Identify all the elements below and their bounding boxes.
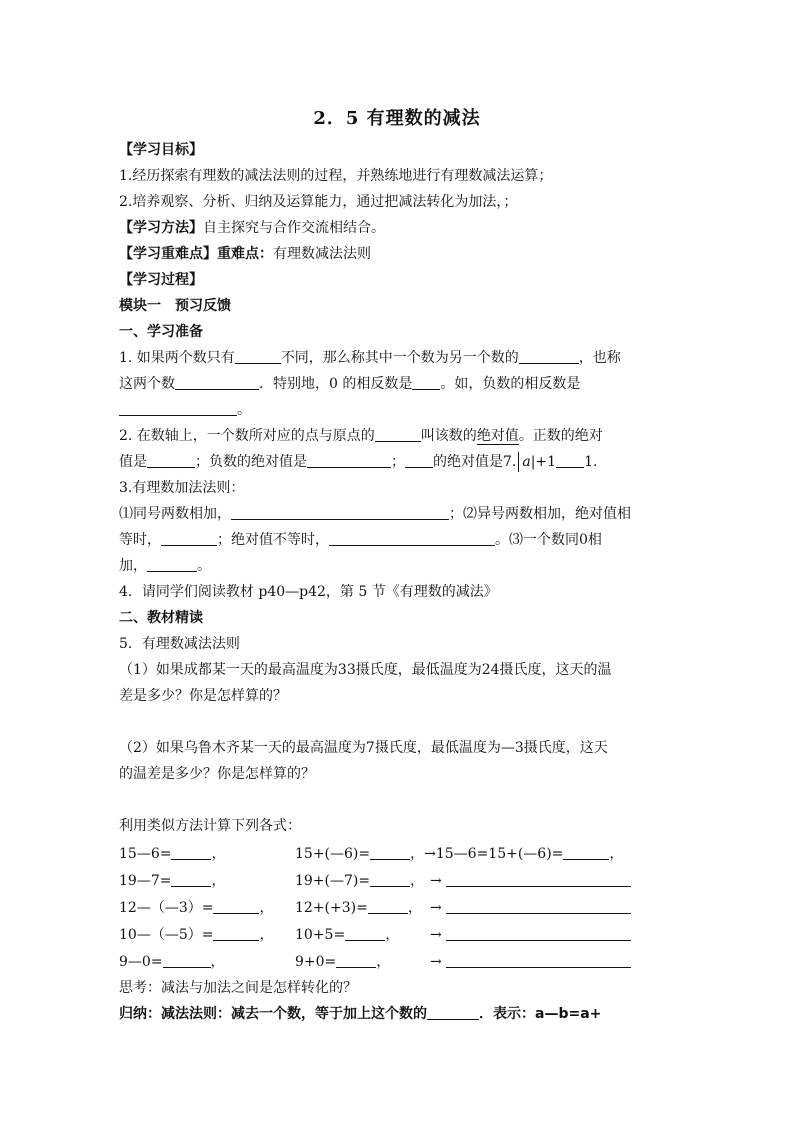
arrow-icon: → bbox=[430, 900, 442, 916]
problem1-line2: 差是多少？你是怎样算的？ bbox=[119, 688, 287, 704]
q1-line2 bbox=[119, 374, 580, 394]
calc-row: 9—0= ， 9+0= ， → bbox=[119, 952, 679, 972]
q3-blank-3[interactable] bbox=[329, 531, 495, 546]
q2-abs-a: a bbox=[518, 452, 530, 472]
calc-sub-expr: 15—6= bbox=[119, 846, 172, 862]
q1-text-d: 这两个数 bbox=[119, 376, 175, 392]
calc-blank[interactable] bbox=[368, 899, 408, 914]
q2-blank-4[interactable] bbox=[405, 453, 433, 468]
q3-line3 bbox=[119, 556, 211, 576]
q1-blank-2[interactable] bbox=[519, 349, 579, 364]
summary-line bbox=[119, 1004, 601, 1024]
q1-blank-1[interactable] bbox=[235, 349, 281, 364]
calc-sub-expr: 10—（—5）= bbox=[119, 927, 214, 943]
calc-blank[interactable] bbox=[563, 845, 609, 860]
q2-blank-1[interactable] bbox=[375, 427, 421, 442]
calc-row: 10—（—5）= ， 10+5= ， → bbox=[119, 925, 679, 945]
method-label: 【学习方法】 bbox=[119, 220, 203, 236]
q1-text-g: 。 bbox=[237, 402, 251, 418]
q3-text-c: 等时， bbox=[119, 532, 161, 548]
prep-heading: 一、学习准备 bbox=[119, 324, 203, 340]
arrow-icon: → bbox=[430, 873, 442, 889]
q1-text-e: ．特别地，0 的相反数是 bbox=[259, 376, 413, 392]
q2-text-f: ；负数的绝对值是 bbox=[195, 454, 307, 470]
calc-conversion-blank[interactable] bbox=[446, 926, 631, 941]
q2-text-b: 叫该数的 bbox=[420, 428, 477, 444]
q2-text-e: 值是 bbox=[119, 454, 147, 470]
q1-blank-4[interactable] bbox=[412, 375, 440, 390]
calc-add-expr: 9+0= bbox=[295, 954, 337, 970]
calc-add-expr: 19+(—7)= bbox=[295, 873, 371, 889]
problem2-line1: （2）如果乌鲁木齐某一天的最高温度为7摄氏度，最低温度为—3摄氏度，这天 bbox=[119, 740, 608, 756]
objective-1: 1.经历探索有理数的减法法则的过程，并熟练地进行有理数减法运算； bbox=[119, 168, 553, 184]
q5-line: 5．有理数减法法则 bbox=[119, 636, 240, 652]
problem1-line1: （1）如果成都某一天的最高温度为33摄氏度，最低温度为24摄氏度，这天的温 bbox=[119, 662, 612, 678]
calc-blank[interactable] bbox=[213, 926, 259, 941]
q1-line1 bbox=[119, 348, 621, 368]
q3-text-a: ⑴同号两数相加， bbox=[119, 506, 231, 522]
calc-blank[interactable] bbox=[370, 872, 410, 887]
calc-blank[interactable] bbox=[163, 953, 211, 968]
summary-blank[interactable] bbox=[427, 1005, 479, 1020]
calc-blank[interactable] bbox=[370, 845, 410, 860]
q2-text-g: ； bbox=[391, 454, 405, 470]
summary-text-a: 归纳：减法法则：减去一个数，等于加上这个数的 bbox=[119, 1006, 427, 1022]
q1-blank-5[interactable] bbox=[119, 401, 237, 416]
calc-conversion-blank[interactable] bbox=[446, 953, 631, 968]
calc-blank[interactable] bbox=[171, 872, 211, 887]
method-line bbox=[119, 218, 385, 238]
think-line: 思考：减法与加法之间是怎样转化的？ bbox=[119, 980, 357, 996]
method-text: 自主探究与合作交流相结合。 bbox=[203, 220, 385, 236]
module1-heading: 模块一 预习反馈 bbox=[119, 298, 231, 314]
calc-add-expr: 12+(+3)= bbox=[295, 900, 368, 916]
q1-text-b: 不同，那么称其中一个数为另一个数的 bbox=[280, 350, 519, 366]
objectives-heading: 【学习目标】 bbox=[119, 142, 203, 158]
q2-line1 bbox=[119, 426, 603, 446]
calc-blank[interactable] bbox=[345, 926, 385, 941]
q3-blank-1[interactable] bbox=[231, 505, 449, 520]
q4-line: 4．请同学们阅读教材 p40—p42，第 5 节《有理数的减法》 bbox=[119, 584, 498, 600]
q2-blank-2[interactable] bbox=[147, 453, 195, 468]
q1-blank-3[interactable] bbox=[175, 375, 259, 390]
calc-conversion-blank[interactable] bbox=[446, 872, 631, 887]
q3-text-d: ；绝对值不等时， bbox=[217, 532, 329, 548]
q2-text-a: 2. 在数轴上，一个数所对应的点与原点的 bbox=[119, 428, 375, 444]
q3-line2 bbox=[119, 530, 602, 550]
calc-sub-expr: 19—7= bbox=[119, 873, 172, 889]
q2-text-k: 1. bbox=[584, 454, 598, 470]
calc-blank[interactable] bbox=[213, 899, 259, 914]
q1-text-a: 1. 如果两个数只有 bbox=[119, 350, 235, 366]
keypoint-label2: 重难点： bbox=[217, 246, 273, 262]
keypoint-label: 【学习重难点】 bbox=[119, 246, 217, 262]
q2-text-h: 的绝对值是7. bbox=[433, 454, 517, 470]
page-title: 2．5 有理数的减法 bbox=[313, 108, 481, 129]
reading-heading: 二、教材精读 bbox=[119, 610, 203, 626]
q3-blank-2[interactable] bbox=[161, 531, 217, 546]
q2-text-j: |+1 bbox=[530, 454, 557, 470]
calc-intro: 利用类似方法计算下列各式： bbox=[119, 818, 301, 834]
q3-text-f: 加， bbox=[119, 558, 147, 574]
calc-blank[interactable] bbox=[171, 845, 211, 860]
keypoint-line bbox=[119, 244, 371, 264]
q3-text-g: 。 bbox=[197, 558, 211, 574]
calc-sub-expr: 9—0= bbox=[119, 954, 163, 970]
objective-2: 2.培养观察、分析、归纳及运算能力，通过把减法转化为加法，； bbox=[119, 194, 518, 210]
q2-blank-3[interactable] bbox=[307, 453, 391, 468]
arrow-icon: → bbox=[424, 846, 436, 862]
q2-blank-5[interactable] bbox=[556, 453, 584, 468]
q3-text-b: ；⑵异号两数相加，绝对值相 bbox=[449, 506, 631, 522]
q3-text-e: 。⑶一个数同0相 bbox=[495, 532, 602, 548]
calc-row: 15—6= ， 15+(—6)= ，→15—6=15+(—6)= ， bbox=[119, 846, 624, 862]
q3-heading: 3.有理数加法法则： bbox=[119, 480, 245, 496]
calc-row: 12—（—3）= ， 12+(+3)= ， → bbox=[119, 898, 679, 918]
problem2-line2: 的温差是多少？你是怎样算的？ bbox=[119, 766, 315, 782]
arrow-icon: → bbox=[430, 954, 442, 970]
q3-blank-4[interactable] bbox=[147, 557, 197, 572]
calc-add-expr: 10+5= bbox=[295, 927, 346, 943]
process-heading: 【学习过程】 bbox=[119, 272, 203, 288]
calc-row: 19—7= ， 19+(—7)= ， → bbox=[119, 871, 679, 891]
q2-text-d: 。正数的绝对 bbox=[518, 428, 603, 444]
calc-add-expr: 15+(—6)= bbox=[295, 846, 371, 862]
q1-text-c: ，也称 bbox=[578, 350, 621, 366]
calc-sub-expr: 12—（—3）= bbox=[119, 900, 214, 916]
calc-conversion-blank[interactable] bbox=[446, 899, 631, 914]
q2-text-abs-value: 绝对值 bbox=[476, 428, 519, 444]
calc-conversion-expr: 15—6=15+(—6)= bbox=[435, 846, 564, 862]
q1-text-f: 。如，负数的相反数是 bbox=[440, 376, 581, 392]
calc-blank[interactable] bbox=[336, 953, 376, 968]
q3-line1 bbox=[119, 504, 631, 524]
keypoint-text: 有理数减法法则 bbox=[273, 246, 371, 262]
q2-line2 bbox=[119, 452, 597, 472]
summary-text-b: ．表示：a—b=a+ bbox=[479, 1006, 602, 1022]
q1-line3 bbox=[119, 400, 251, 420]
arrow-icon: → bbox=[430, 927, 442, 943]
